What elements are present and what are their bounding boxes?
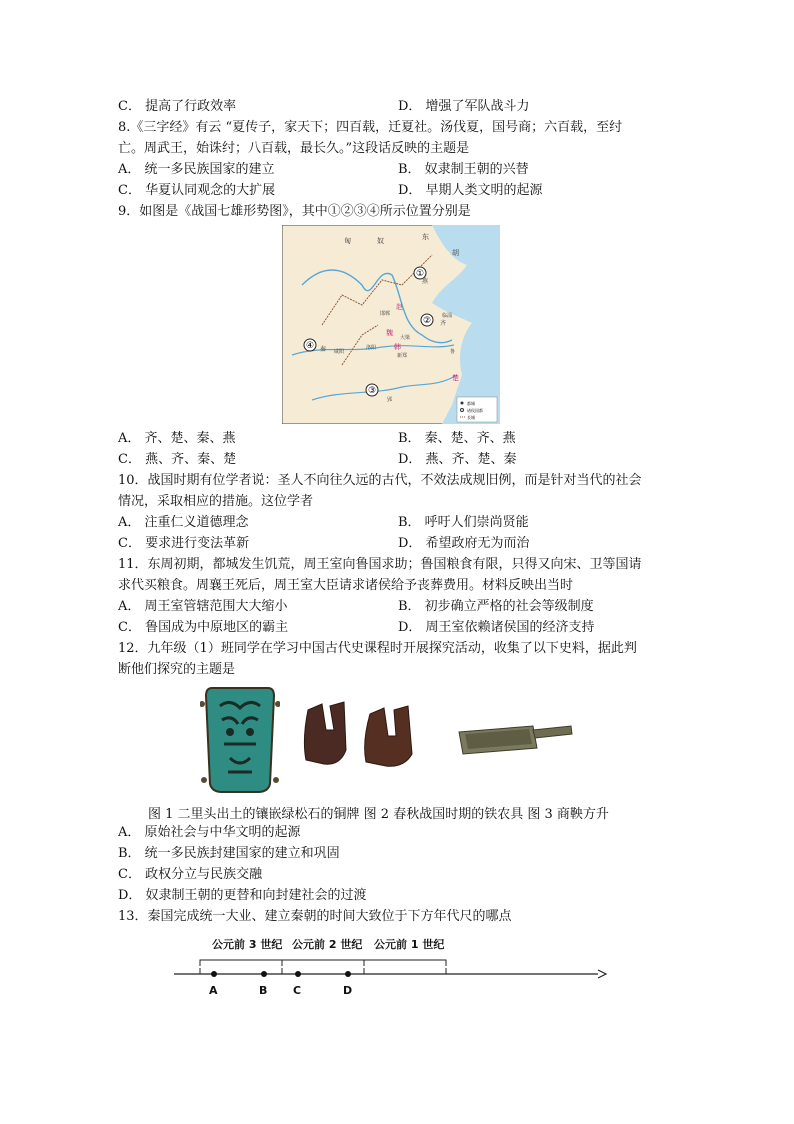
q11-option-b: B． 初步确立严格的社会等级制度: [398, 599, 594, 614]
q11-stem-line2: 求代买粮食。周襄王死后，周王室大臣请求诸侯给予丧葬费用。材料反映出当时: [118, 578, 574, 593]
iron-tools-image: [300, 700, 440, 770]
map-label: 秦: [320, 346, 327, 353]
q8-option-d: D． 早期人类文明的起源: [398, 183, 543, 198]
timeline-century-label: 公元前 2 世纪: [292, 938, 363, 951]
map-label: 郢: [387, 397, 393, 403]
map-label: 东: [422, 233, 429, 241]
timeline-point-label: B: [259, 984, 268, 997]
map-label: 胡: [452, 249, 459, 257]
timeline-point-label: A: [209, 984, 218, 997]
q11-option-d: D． 周王室依赖诸侯国的经济支持: [398, 620, 595, 635]
svg-text:都城: 都城: [467, 401, 475, 406]
q12-option-a: A． 原始社会与中华文明的起源: [118, 825, 301, 840]
timeline-point-d: [345, 971, 351, 977]
q9-option-a: A． 齐、楚、秦、燕: [118, 431, 236, 446]
shangyang-measure-image: [455, 718, 575, 758]
map-label: 楚: [452, 374, 459, 382]
q12-option-b: B． 统一多民族封建国家的建立和巩固: [118, 846, 340, 861]
q13-stem: 13．秦国完成统一大业、建立秦朝的时间大致位于下方年代尺的哪点: [118, 909, 512, 924]
svg-text:长城: 长城: [467, 415, 475, 420]
q12-option-d: D． 奴隶制王朝的更替和向封建社会的过渡: [118, 888, 367, 903]
map-marker-1: ①: [416, 269, 425, 279]
timeline-century-label: 公元前 3 世纪: [212, 938, 283, 951]
q11-option-c: C． 鲁国成为中原地区的霸主: [118, 620, 289, 635]
map-label: 邯郸: [380, 311, 391, 317]
q11-option-a: A． 周王室管辖范围大大缩小: [118, 599, 288, 614]
svg-text:诸侯国都: 诸侯国都: [467, 408, 483, 413]
q8-option-b: B． 奴隶制王朝的兴替: [398, 162, 529, 177]
q11-stem-line1: 11．东周初期，都城发生饥荒，周王室向鲁国求助；鲁国粮食有限，只得又向宋、卫等国请: [118, 557, 642, 572]
q12-stem-line2: 断他们探究的主题是: [118, 662, 236, 677]
map-label: 新郑: [397, 353, 408, 359]
q10-option-c: C． 要求进行变法革新: [118, 536, 250, 551]
timeline-century-label: 公元前 1 世纪: [374, 938, 445, 951]
q9-stem: 9．如图是《战国七雄形势图》，其中①②③④所示位置分别是: [118, 204, 471, 219]
timeline-point-b: [261, 971, 267, 977]
q12-figure-caption: 图 1 二里头出土的镶嵌绿松石的铜牌 图 2 春秋战国时期的铁农具 图 3 商鞅方升: [148, 807, 609, 822]
map-marker-3: ③: [368, 386, 377, 396]
map-label: 洛阳: [366, 345, 377, 351]
map-label: 匈: [344, 237, 351, 245]
q12-stem-line1: 12．九年级（1）班同学在学习中国古代史课程时开展探究活动，收集了以下史料，据此判: [118, 641, 637, 656]
timeline-point-a: [211, 971, 217, 977]
map-label: 咸阳: [334, 349, 345, 355]
warring-states-map: [282, 225, 500, 424]
q10-option-d: D． 希望政府无为而治: [398, 536, 530, 551]
timeline-ruler: [170, 932, 610, 998]
timeline-point-label: D: [343, 984, 353, 997]
map-marker-4: ④: [306, 341, 315, 351]
map-label: 赵: [396, 303, 403, 311]
q8-stem-line1: 8.《三字经》有云 “夏传子，家天下；四百载，迁夏社。汤伐夏，国号商；六百载，至纣: [118, 120, 623, 135]
map-label: 魏: [386, 329, 393, 337]
map-label: 齐: [440, 320, 447, 327]
q7-option-c: C． 提高了行政效率: [118, 99, 237, 114]
map-label: 临淄: [442, 313, 453, 319]
map-marker-2: ②: [423, 316, 432, 326]
map-label: 大梁: [400, 335, 411, 341]
q9-option-c: C． 燕、齐、秦、楚: [118, 452, 237, 467]
q9-option-d: D． 燕、齐、楚、秦: [398, 452, 517, 467]
q7-option-d: D． 增强了军队战斗力: [398, 99, 530, 114]
timeline-point-label: C: [293, 984, 302, 997]
map-label: 奴: [377, 237, 384, 245]
timeline-point-c: [295, 971, 301, 977]
q12-option-c: C． 政权分立与民族交融: [118, 867, 263, 882]
map-label: 燕: [422, 278, 429, 285]
map-label: 韩: [394, 343, 401, 351]
q10-stem-line1: 10．战国时期有位学者说：圣人不向往久远的古代，不效法成规旧例，而是针对当代的社会: [118, 473, 642, 488]
q8-option-a: A． 统一多民族国家的建立: [118, 162, 275, 177]
map-label: 鲁: [450, 349, 456, 355]
q10-option-b: B． 呼吁人们崇尚贤能: [398, 515, 529, 530]
q10-option-a: A． 注重仁义道德理念: [118, 515, 249, 530]
q8-stem-line2: 亡。周武王，始诛纣；八百载，最长久。”这段话反映的主题是: [118, 141, 470, 156]
map-legend: [457, 397, 497, 422]
q8-option-c: C． 华夏认同观念的大扩展: [118, 183, 276, 198]
bronze-plaque-image: [200, 684, 280, 796]
q10-stem-line2: 情况，采取相应的措施。这位学者: [118, 494, 314, 509]
q9-option-b: B． 秦、楚、齐、燕: [398, 431, 516, 446]
